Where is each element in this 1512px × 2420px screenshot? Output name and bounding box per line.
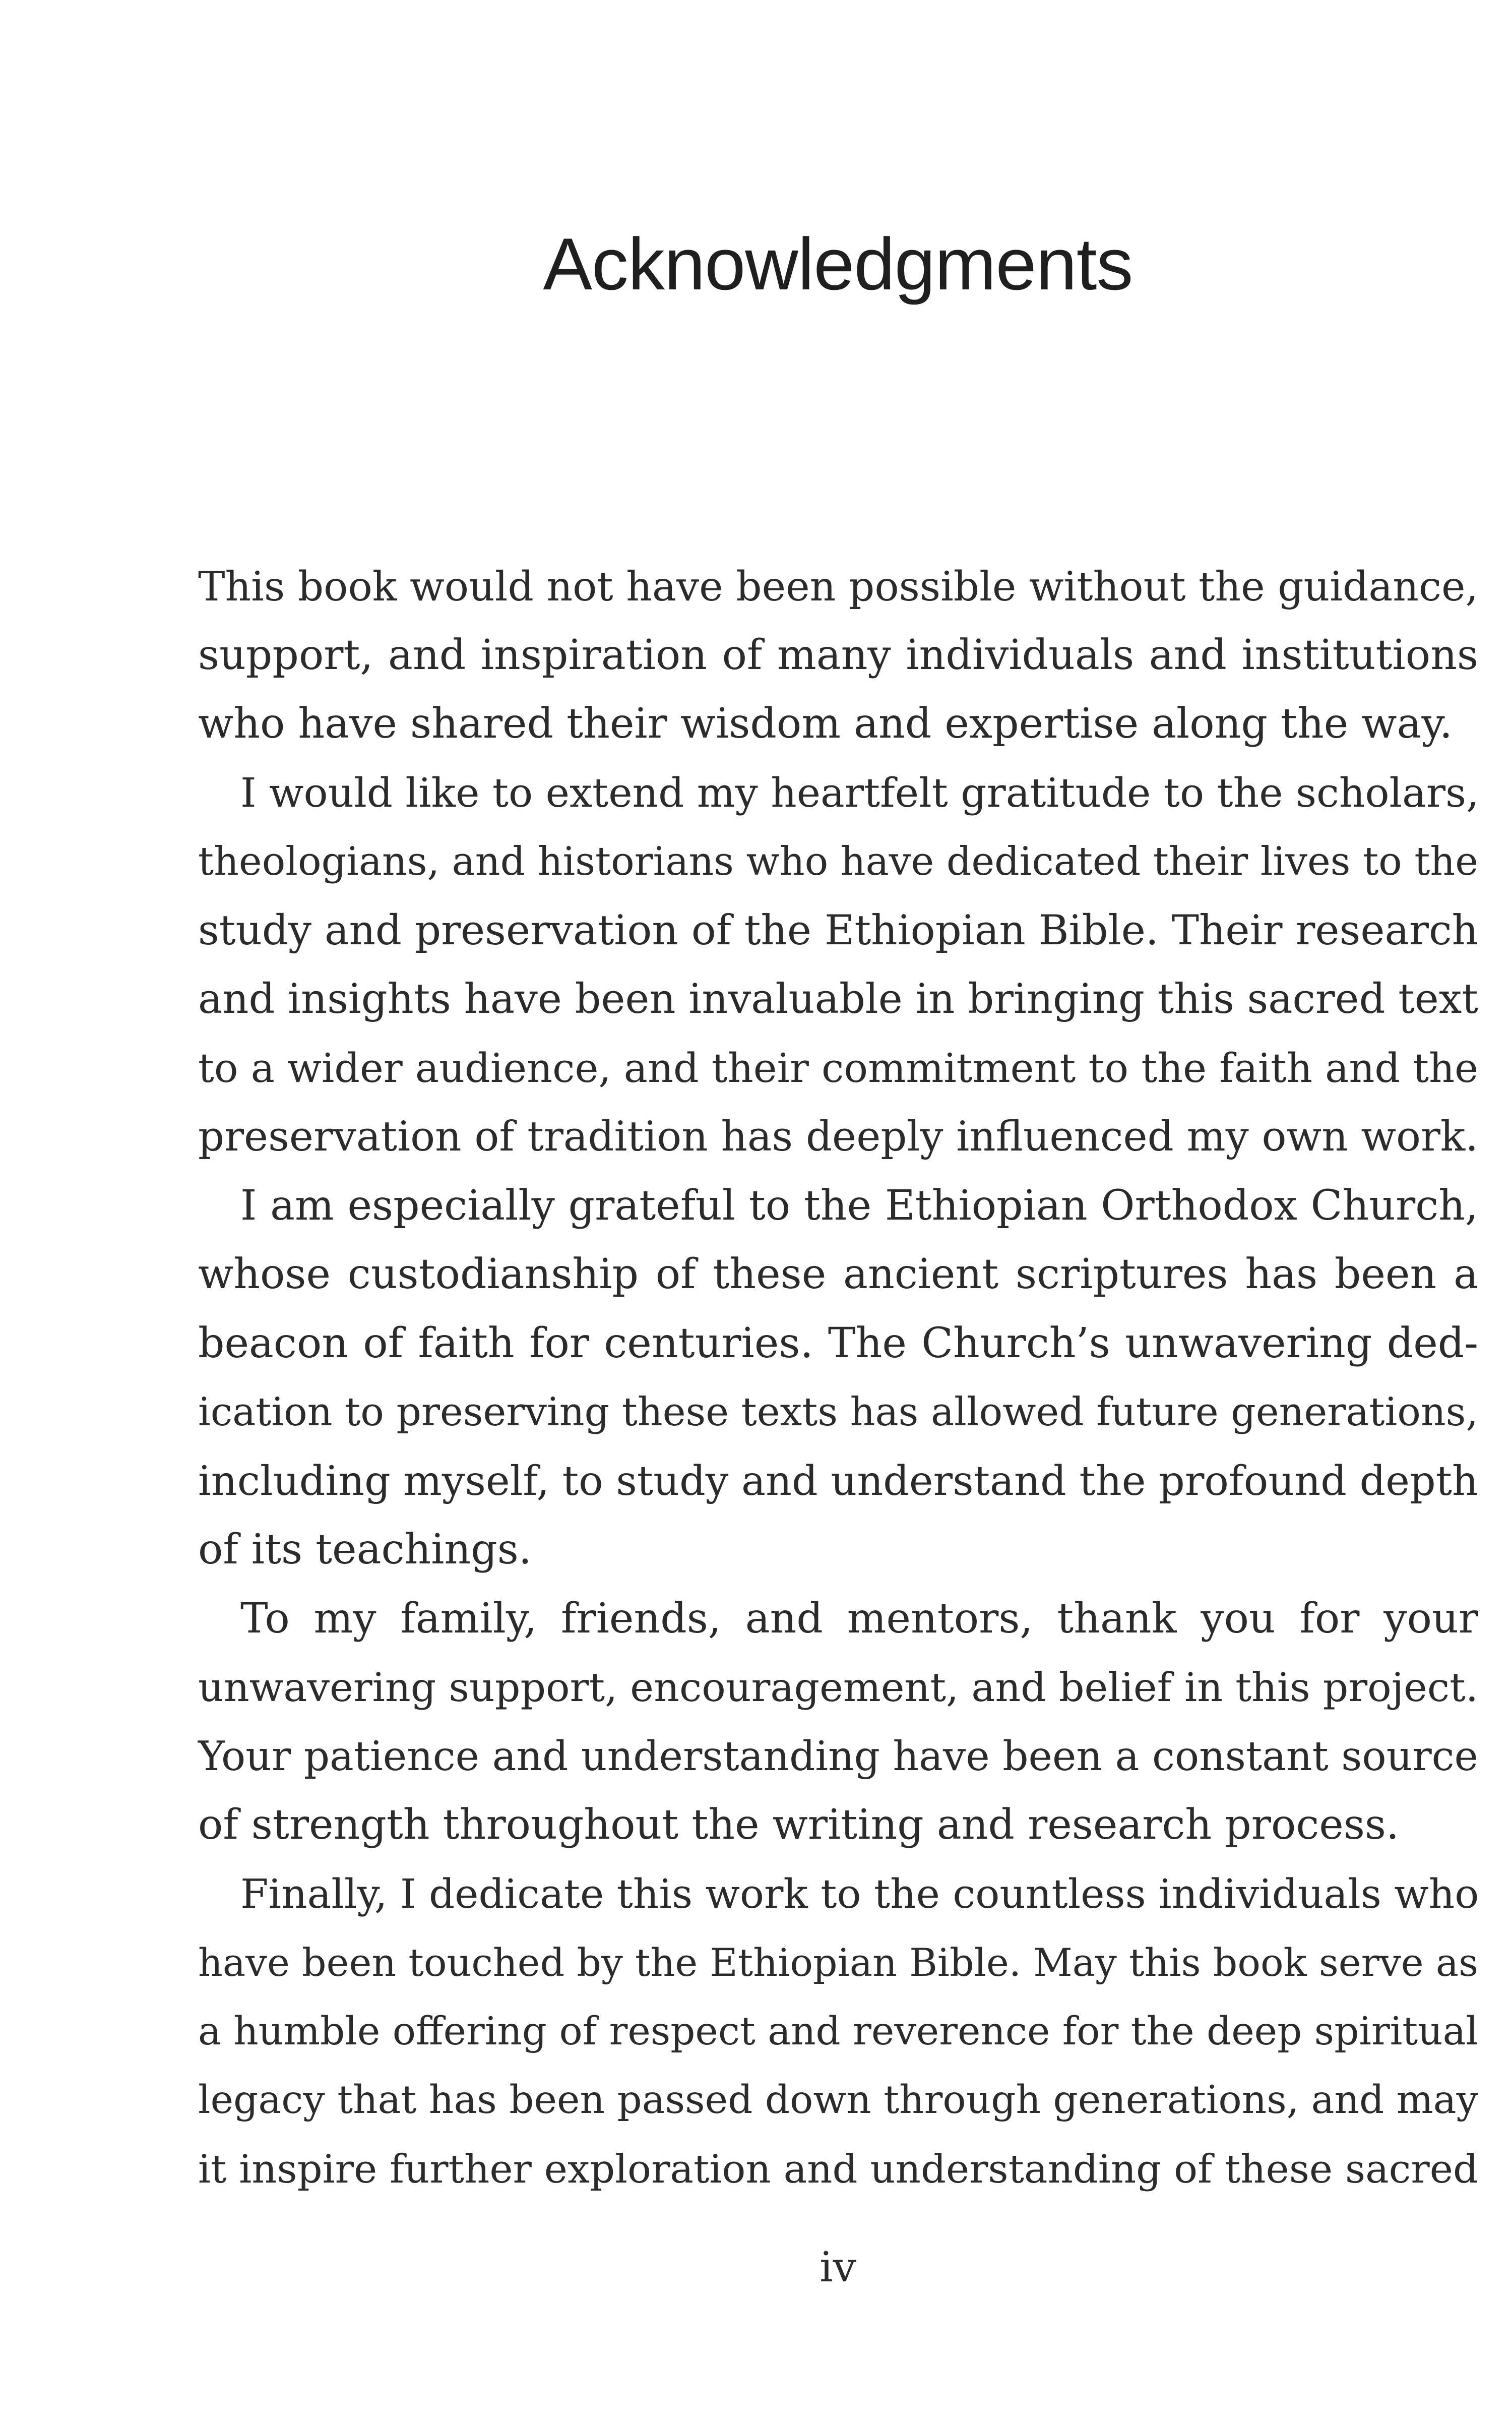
paragraph-2-line: to a wider audience, and their commitment to the faith and the [198, 1044, 1478, 1092]
paragraph-1-line: This book would not have been possible without the guidance, [198, 563, 1478, 610]
paragraph-2-line: theologians, and historians who have dedicated their lives to the [198, 839, 1479, 884]
paragraph-1-line: who have shared their wisdom and expertise along the way. [198, 700, 1453, 748]
paragraph-4-line: Your patience and understanding have been a constant source [198, 1732, 1478, 1780]
paragraph-5-line: have been touched by the Ethiopian Bible. May this book serve as [198, 1941, 1478, 1985]
paragraph-1-line: support, and inspiration of many individuals and institutions [198, 631, 1478, 679]
paragraph-4-line: of strength throughout the writing and research process. [198, 1801, 1400, 1849]
paragraph-3-line: I am especially grateful to the Ethiopian Orthodox Church, [240, 1181, 1478, 1230]
paragraph-5-line: Finally, I dedicate this work to the countless individuals who [240, 1870, 1479, 1917]
paragraph-5-line: it inspire further exploration and understanding of these sacred [198, 2146, 1478, 2192]
paragraph-3-line: including myself, to study and understand the profound depth [198, 1457, 1478, 1505]
paragraph-3-line: beacon of faith for centuries. The Church’s unwavering ded- [198, 1319, 1478, 1367]
page-number: iv [820, 2244, 856, 2291]
paragraph-3-line: of its teachings. [198, 1526, 532, 1574]
paragraph-3-line: whose custodianship of these ancient scriptures has been a [198, 1250, 1478, 1298]
page-title: Acknowledgments [543, 223, 1133, 305]
acknowledgments-body [198, 552, 1478, 2204]
paragraph-4-line: To my family, friends, and mentors, thank you for your [240, 1594, 1478, 1643]
paragraph-2-line: I would like to extend my heartfelt gratitude to the scholars, [240, 769, 1479, 816]
paragraph-4-line: unwavering support, encouragement, and belief in this project. [198, 1664, 1478, 1711]
paragraph-2-line: preservation of tradition has deeply influenced my own work. [198, 1113, 1479, 1161]
paragraph-5-line: a humble offering of respect and reverence for the deep spiritual [198, 2009, 1478, 2054]
paragraph-3-line: ication to preserving these texts has allowed future generations, [198, 1389, 1478, 1435]
paragraph-2-line: and insights have been invaluable in bringing this sacred text [198, 976, 1478, 1023]
paragraph-2-line: study and preservation of the Ethiopian Bible. Their research [198, 906, 1478, 954]
paragraph-5-line: legacy that has been passed down through generations, and may [198, 2078, 1478, 2123]
